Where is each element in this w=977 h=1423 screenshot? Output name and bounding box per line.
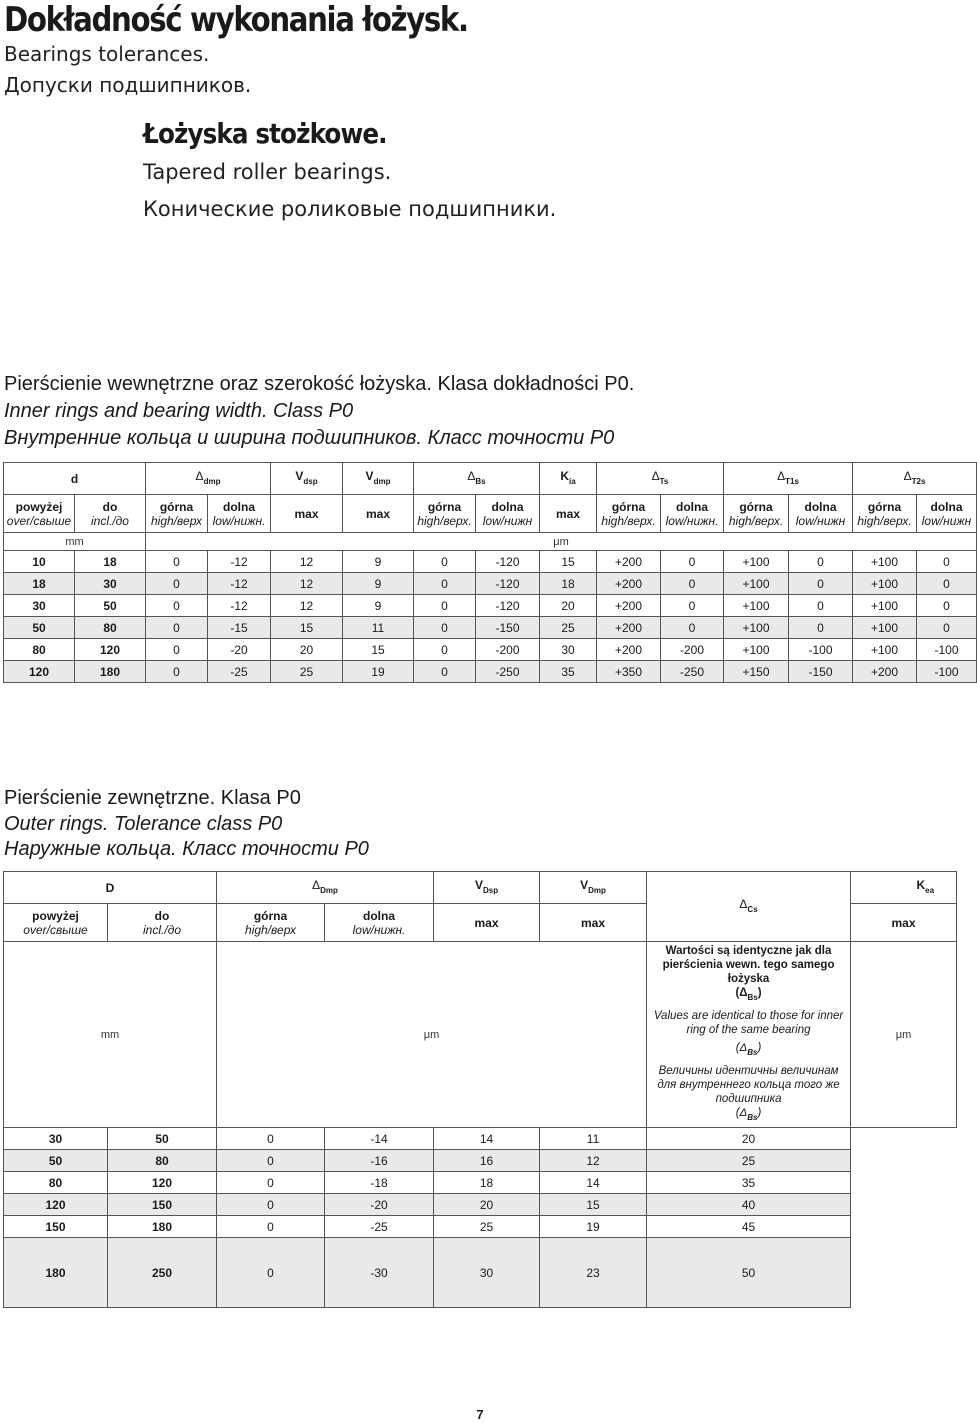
- inner-heading-pl: Pierścienie wewnętrzne oraz szerokość łożyska. Klasa dokładności P0.: [4, 373, 635, 395]
- size-cell: 80: [75, 617, 146, 639]
- table-row: [4, 639, 977, 661]
- value-cell: 0: [789, 595, 853, 617]
- value-cell: 0: [217, 1150, 325, 1172]
- value-cell: +200: [597, 551, 661, 573]
- value-cell: +100: [853, 617, 917, 639]
- col-vdmp: $V_{dmp}$: [343, 463, 414, 495]
- col-vdmp: $V_{Dmp}$: [540, 872, 647, 904]
- value-cell: +100: [724, 551, 789, 573]
- col-D: D: [4, 872, 217, 904]
- value-cell: 15: [343, 639, 414, 661]
- sub-over: powyżej over/свыше: [4, 495, 75, 533]
- value-cell: 15: [271, 617, 343, 639]
- value-cell: +100: [853, 639, 917, 661]
- sub-max: max: [434, 904, 540, 942]
- value-cell: 12: [271, 573, 343, 595]
- value-cell: 0: [146, 617, 208, 639]
- value-cell: 0: [146, 639, 208, 661]
- table-row: [4, 1172, 957, 1194]
- value-cell: 0: [661, 573, 724, 595]
- sub-low: dolna low/нижн.: [325, 904, 434, 942]
- size-cell: 120: [4, 1194, 108, 1216]
- inner-unit-row: [4, 533, 977, 551]
- sub-low: dolna low/нижн: [917, 495, 977, 533]
- value-cell: 16: [434, 1150, 540, 1172]
- value-cell: 19: [343, 661, 414, 683]
- sub-max: max: [540, 495, 597, 533]
- section-title-ru: Конические роликовые подшипники.: [143, 197, 557, 221]
- col-delta-dmp: $\Delta_{Dmp}$: [217, 872, 434, 904]
- value-cell: -100: [917, 639, 977, 661]
- unit-mm: mm: [4, 533, 146, 551]
- value-cell: 25: [540, 617, 597, 639]
- value-cell: 0: [217, 1128, 325, 1150]
- value-cell: -200: [476, 639, 540, 661]
- value-cell: 30: [434, 1238, 540, 1308]
- size-cell: 180: [75, 661, 146, 683]
- value-cell: -150: [476, 617, 540, 639]
- sub-low: dolna low/нижн: [476, 495, 540, 533]
- value-cell: +200: [853, 661, 917, 683]
- value-cell: 0: [414, 639, 476, 661]
- value-cell: 20: [647, 1128, 851, 1150]
- value-cell: -100: [789, 639, 853, 661]
- col-delta-cs: $\Delta_{Cs}$: [647, 872, 851, 942]
- value-cell: 18: [434, 1172, 540, 1194]
- table-row: [4, 551, 977, 573]
- value-cell: -250: [476, 661, 540, 683]
- outer-rings-table: [3, 871, 957, 1308]
- value-cell: +200: [597, 639, 661, 661]
- value-cell: 0: [217, 1238, 325, 1308]
- size-cell: 50: [4, 1150, 108, 1172]
- sub-incl: do incl./до: [108, 904, 217, 942]
- value-cell: 0: [217, 1194, 325, 1216]
- table-row: [4, 1194, 957, 1216]
- sub-low: dolna low/нижн.: [661, 495, 724, 533]
- size-cell: 18: [4, 573, 75, 595]
- value-cell: 0: [917, 551, 977, 573]
- value-cell: -25: [325, 1216, 434, 1238]
- value-cell: +150: [724, 661, 789, 683]
- sub-high: górna high/верх: [217, 904, 325, 942]
- value-cell: +200: [597, 595, 661, 617]
- value-cell: +200: [597, 573, 661, 595]
- value-cell: -20: [208, 639, 271, 661]
- value-cell: 0: [217, 1216, 325, 1238]
- table-row: [4, 1216, 957, 1238]
- value-cell: -14: [325, 1128, 434, 1150]
- size-cell: 50: [108, 1128, 217, 1150]
- unit-um: μm: [217, 942, 647, 1128]
- size-cell: 80: [4, 1172, 108, 1194]
- size-cell: 10: [4, 551, 75, 573]
- sub-max: max: [271, 495, 343, 533]
- value-cell: 25: [434, 1216, 540, 1238]
- sub-max: max: [540, 904, 647, 942]
- inner-table-body: [4, 551, 977, 683]
- page-title-en: Bearings tolerances.: [4, 42, 210, 66]
- col-delta-ts: $\Delta_{Ts}$: [597, 463, 724, 495]
- value-cell: +100: [853, 595, 917, 617]
- value-cell: 20: [271, 639, 343, 661]
- sub-high: górna high/верх.: [724, 495, 789, 533]
- value-cell: +350: [597, 661, 661, 683]
- size-cell: 18: [75, 551, 146, 573]
- size-cell: 30: [4, 595, 75, 617]
- value-cell: 0: [146, 573, 208, 595]
- size-cell: 180: [4, 1238, 108, 1308]
- inner-group-header-row: [4, 463, 977, 495]
- table-row: [4, 661, 977, 683]
- sub-high: górna high/верх.: [853, 495, 917, 533]
- value-cell: -20: [325, 1194, 434, 1216]
- value-cell: +100: [853, 573, 917, 595]
- value-cell: 0: [414, 573, 476, 595]
- value-cell: 35: [647, 1172, 851, 1194]
- size-cell: 120: [75, 639, 146, 661]
- col-delta-dmp: $\Delta_{dmp}$: [146, 463, 271, 495]
- value-cell: 35: [540, 661, 597, 683]
- size-cell: 120: [108, 1172, 217, 1194]
- value-cell: 9: [343, 595, 414, 617]
- identical-values-note: Wartości są identyczne jak dla pierścienia wewn. tego samego łożyska $(\Delta_{Bs})$ Values are identical to those for inner ring of the same bearing $(\Delta_{Bs})$ Величины идентичны величинам для внутреннего кольца того же подшипника $(\Delta_{Bs})$: [647, 942, 851, 1128]
- unit-um: μm: [851, 942, 957, 1128]
- value-cell: +100: [724, 617, 789, 639]
- size-cell: 30: [4, 1128, 108, 1150]
- value-cell: 40: [647, 1194, 851, 1216]
- table-row: [4, 1150, 957, 1172]
- unit-um: μm: [146, 533, 977, 551]
- value-cell: 15: [540, 1194, 647, 1216]
- value-cell: 0: [917, 617, 977, 639]
- col-kea: $K_{ea}$: [851, 872, 957, 904]
- inner-sub-header-row: [4, 495, 977, 533]
- value-cell: +200: [597, 617, 661, 639]
- value-cell: 12: [271, 595, 343, 617]
- size-cell: 150: [4, 1216, 108, 1238]
- value-cell: 0: [414, 595, 476, 617]
- outer-table-body: [4, 1128, 957, 1308]
- value-cell: -16: [325, 1150, 434, 1172]
- value-cell: 0: [414, 551, 476, 573]
- col-delta-t1s: $\Delta_{T1s}$: [724, 463, 853, 495]
- inner-rings-table: [3, 462, 977, 683]
- value-cell: 0: [414, 661, 476, 683]
- value-cell: 0: [661, 595, 724, 617]
- value-cell: +100: [724, 573, 789, 595]
- sub-low: dolna low/нижн.: [208, 495, 271, 533]
- outer-heading-en: Outer rings. Tolerance class P0: [4, 813, 283, 835]
- value-cell: -30: [325, 1238, 434, 1308]
- value-cell: -120: [476, 595, 540, 617]
- sub-max: max: [343, 495, 414, 533]
- size-cell: 80: [108, 1150, 217, 1172]
- section-title-en: Tapered roller bearings.: [143, 160, 392, 184]
- table-row: [4, 1238, 957, 1308]
- value-cell: 45: [647, 1216, 851, 1238]
- value-cell: 9: [343, 573, 414, 595]
- value-cell: 12: [540, 1150, 647, 1172]
- value-cell: 15: [540, 551, 597, 573]
- value-cell: -200: [661, 639, 724, 661]
- col-delta-bs: $\Delta_{Bs}$: [414, 463, 540, 495]
- value-cell: 23: [540, 1238, 647, 1308]
- value-cell: 25: [647, 1150, 851, 1172]
- col-d: d: [4, 463, 146, 495]
- value-cell: -12: [208, 551, 271, 573]
- value-cell: -12: [208, 573, 271, 595]
- value-cell: 25: [271, 661, 343, 683]
- value-cell: 0: [146, 595, 208, 617]
- value-cell: 0: [146, 661, 208, 683]
- value-cell: +100: [724, 595, 789, 617]
- value-cell: -18: [325, 1172, 434, 1194]
- col-delta-t2s: $\Delta_{T2s}$: [853, 463, 977, 495]
- page-title: Dokładność wykonania łożysk.: [4, 0, 468, 40]
- size-cell: 80: [4, 639, 75, 661]
- value-cell: 14: [434, 1128, 540, 1150]
- size-cell: 120: [4, 661, 75, 683]
- outer-heading-ru: Наружные кольца. Класс точности P0: [4, 838, 369, 860]
- value-cell: 20: [540, 595, 597, 617]
- table-row: [4, 617, 977, 639]
- size-cell: 150: [108, 1194, 217, 1216]
- value-cell: 19: [540, 1216, 647, 1238]
- value-cell: 0: [661, 617, 724, 639]
- col-vdsp: $V_{dsp}$: [271, 463, 343, 495]
- value-cell: 11: [343, 617, 414, 639]
- sub-incl: do incl./до: [75, 495, 146, 533]
- value-cell: 30: [540, 639, 597, 661]
- value-cell: -15: [208, 617, 271, 639]
- inner-heading-ru: Внутренние кольца и ширина подшипников. Класс точности P0: [4, 427, 615, 449]
- value-cell: 0: [661, 551, 724, 573]
- value-cell: 0: [917, 573, 977, 595]
- value-cell: -12: [208, 595, 271, 617]
- sub-max: max: [851, 904, 957, 942]
- size-cell: 50: [4, 617, 75, 639]
- table-row: [4, 1128, 957, 1150]
- value-cell: 0: [414, 617, 476, 639]
- value-cell: 0: [789, 551, 853, 573]
- value-cell: 0: [789, 573, 853, 595]
- value-cell: -250: [661, 661, 724, 683]
- section-title: Łożyska stożkowe.: [143, 117, 387, 150]
- outer-heading-pl: Pierścienie zewnętrzne. Klasa P0: [4, 787, 301, 809]
- value-cell: 50: [647, 1238, 851, 1308]
- sub-high: górna high/верх: [146, 495, 208, 533]
- sub-high: górna high/верх.: [414, 495, 476, 533]
- value-cell: +100: [853, 551, 917, 573]
- value-cell: 9: [343, 551, 414, 573]
- sub-over: powyżej over/свыше: [4, 904, 108, 942]
- value-cell: -120: [476, 573, 540, 595]
- value-cell: 20: [434, 1194, 540, 1216]
- value-cell: 18: [540, 573, 597, 595]
- sub-high: górna high/верх.: [597, 495, 661, 533]
- size-cell: 250: [108, 1238, 217, 1308]
- value-cell: +100: [724, 639, 789, 661]
- value-cell: -100: [917, 661, 977, 683]
- table-row: [4, 573, 977, 595]
- size-cell: 180: [108, 1216, 217, 1238]
- value-cell: 12: [271, 551, 343, 573]
- page-title-ru: Допуски подшипников.: [4, 73, 252, 97]
- col-vdsp: $V_{Dsp}$: [434, 872, 540, 904]
- value-cell: -120: [476, 551, 540, 573]
- sub-low: dolna low/нижн: [789, 495, 853, 533]
- size-cell: 50: [75, 595, 146, 617]
- table-row: [4, 595, 977, 617]
- value-cell: 0: [217, 1172, 325, 1194]
- value-cell: -150: [789, 661, 853, 683]
- page-number: 7: [476, 1407, 484, 1422]
- value-cell: -25: [208, 661, 271, 683]
- unit-mm: mm: [4, 942, 217, 1128]
- value-cell: 14: [540, 1172, 647, 1194]
- value-cell: 0: [917, 595, 977, 617]
- value-cell: 0: [146, 551, 208, 573]
- outer-group-header-row: [4, 872, 957, 904]
- col-kia: $K_{ia}$: [540, 463, 597, 495]
- value-cell: 0: [789, 617, 853, 639]
- outer-unit-row: [4, 942, 957, 1128]
- inner-heading-en: Inner rings and bearing width. Class P0: [4, 400, 354, 422]
- value-cell: 11: [540, 1128, 647, 1150]
- size-cell: 30: [75, 573, 146, 595]
